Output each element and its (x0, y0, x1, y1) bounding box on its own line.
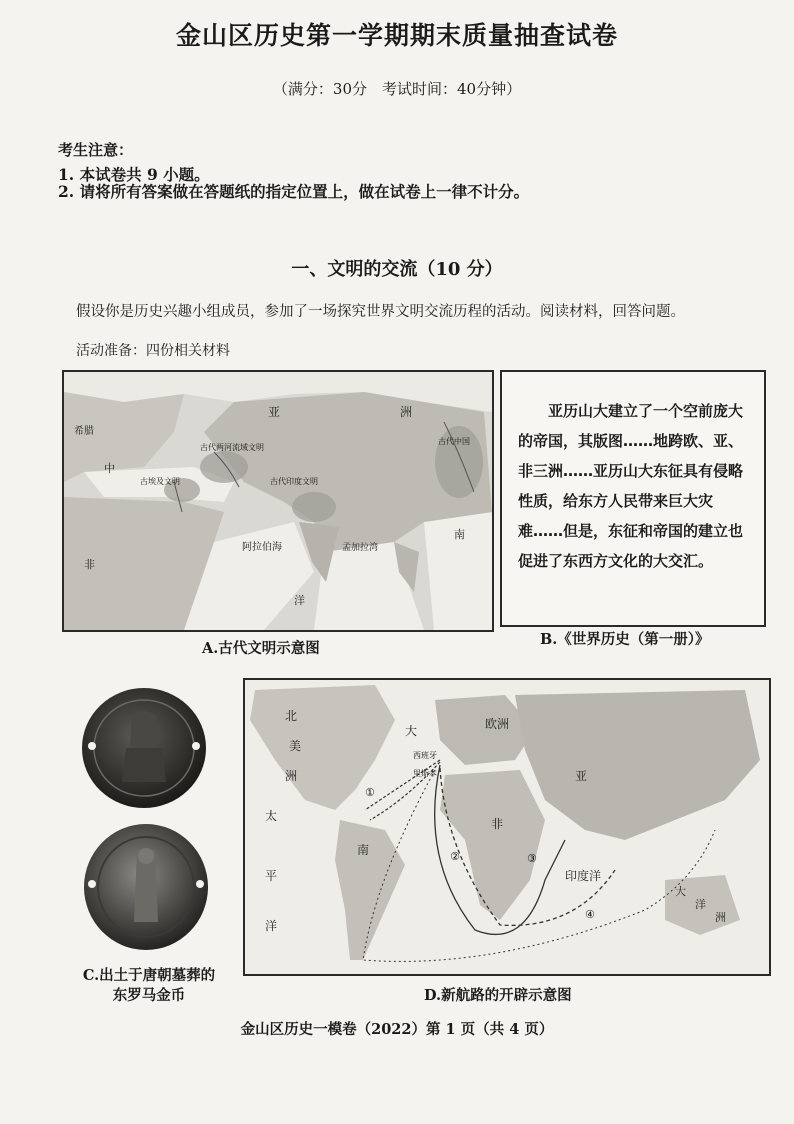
figure-c-caption-line: 东罗马金币 (112, 987, 186, 1004)
figure-d-caption: D.新航路的开辟示意图 (424, 987, 572, 1004)
map-label: 洋 (695, 898, 706, 911)
map-label: 大 (675, 885, 686, 898)
map-label: 里斯本 (413, 769, 437, 778)
map-label: 亚 (268, 405, 281, 419)
new-sea-routes-map (243, 678, 771, 976)
map-label: 南 (454, 528, 465, 541)
section-title: 一、文明的交流（10 分） (291, 259, 503, 280)
figure-b-caption: B.《世界历史（第一册）》 (540, 631, 710, 648)
map-label: 洋 (294, 594, 305, 607)
page-title: 金山区历史第一学期期末质量抽查试卷 (175, 21, 618, 50)
map-label: 平 (265, 869, 278, 883)
route-marker: ① (365, 786, 375, 799)
ancient-map-svg (64, 372, 492, 630)
map-label: 古代两河流域文明 (200, 443, 264, 452)
coin-image-back (82, 822, 210, 952)
notice-item: 1. 本试卷共 9 小题。 (58, 165, 210, 184)
activity-prep: 活动准备：四份相关材料 (76, 343, 230, 359)
exam-meta: （满分：30分 考试时间：40分钟） (272, 80, 522, 98)
route-marker: ② (450, 850, 460, 863)
map-label: 非 (84, 558, 95, 571)
quote-text: 亚历山大建立了一个空前庞大的帝国，其版图……地跨欧、亚、非三洲……亚历山大东征具有侵略性质，给东方人民带来巨大灾难……但是，东征和帝国的建立也促进了东西方文化的大交汇。 (518, 402, 744, 570)
map-label: 洋 (265, 919, 278, 933)
figure-c-caption (74, 966, 224, 1006)
figure-a-caption: A.古代文明示意图 (202, 640, 320, 657)
map-label: 印度洋 (565, 869, 602, 883)
map-label: 阿拉伯海 (242, 542, 282, 553)
page-footer: 金山区历史一模卷（2022）第 1 页（共 4 页） (240, 1021, 554, 1038)
map-label: 太 (265, 809, 278, 823)
map-label: 古代中国 (438, 437, 470, 446)
figure-c-caption-line: C.出土于唐朝墓葬的 (82, 967, 216, 984)
map-label: 非 (491, 817, 504, 831)
textbook-quote-box (500, 370, 766, 627)
section-intro: 假设你是历史兴趣小组成员，参加了一场探究世界文明交流历程的活动。阅读材料，回答问题。 (76, 304, 685, 320)
map-label: 古埃及文明 (140, 477, 180, 486)
map-label: 大 (405, 724, 418, 738)
map-label: 西班牙 (413, 751, 437, 760)
route-marker: ④ (585, 908, 595, 921)
notice-item: 2. 请将所有答案做在答题纸的指定位置上，做在试卷上一律不计分。 (58, 182, 530, 201)
map-label: 洲 (400, 405, 413, 419)
map-label: 南 (357, 843, 370, 857)
map-label: 古代印度文明 (270, 477, 318, 486)
map-label: 亚 (575, 769, 588, 783)
map-label: 美 (289, 739, 302, 753)
ancient-civilization-map (62, 370, 494, 632)
coin-image-front (80, 686, 208, 810)
map-label: 孟加拉湾 (342, 543, 379, 553)
route-marker: ③ (527, 852, 537, 865)
map-label: 北 (285, 709, 298, 723)
map-label: 中 (104, 462, 115, 475)
sea-routes-map-svg (245, 680, 769, 974)
map-label: 洲 (715, 911, 726, 924)
notice-heading: 考生注意： (58, 141, 134, 159)
map-label: 希腊 (74, 426, 94, 437)
map-label: 洲 (285, 769, 298, 783)
map-label: 欧洲 (485, 717, 510, 731)
